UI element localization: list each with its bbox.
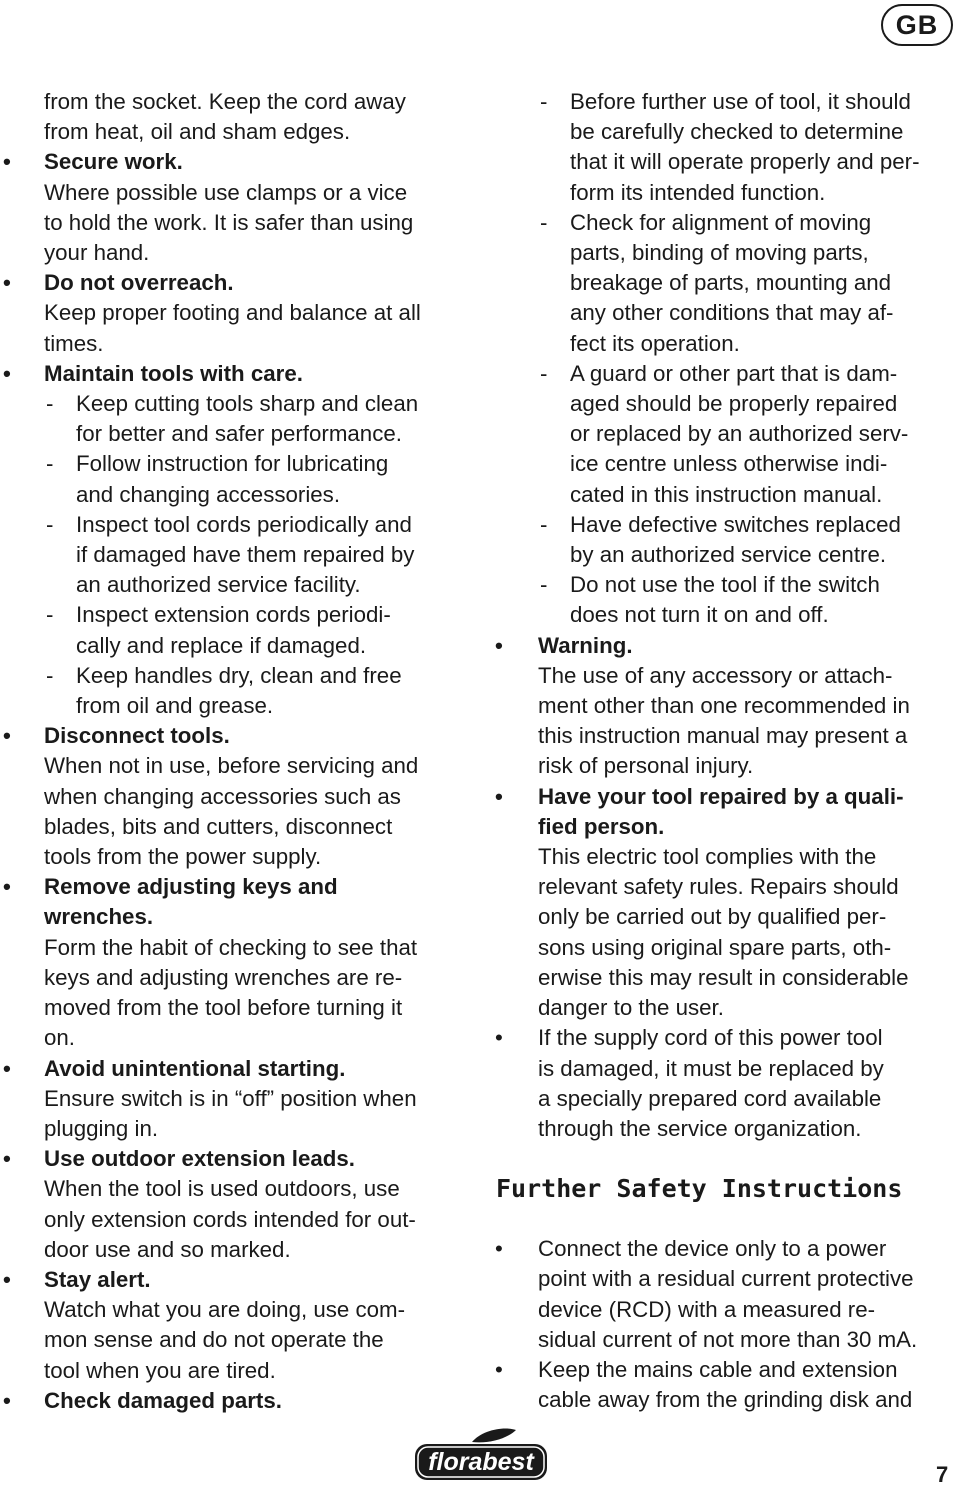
line-text: times.: [44, 330, 104, 356]
line-text: does not turn it on and off.: [570, 602, 829, 628]
line-text: Do not overreach.: [44, 270, 234, 296]
line-text: Remove adjusting keys and: [44, 874, 338, 900]
text-line: [494, 902, 960, 932]
text-line: [0, 1084, 470, 1114]
line-text: Keep the mains cable and extension: [538, 1356, 898, 1382]
text-line: [494, 1385, 960, 1415]
bullet-marker: •: [495, 1236, 503, 1262]
line-text: When the tool is used outdoors, use: [44, 1176, 400, 1202]
line-text: aged should be properly repaired: [570, 391, 898, 417]
dash-marker: -: [540, 360, 548, 386]
line-text: only extension cords intended for out-: [44, 1206, 416, 1232]
line-text: Maintain tools with care.: [44, 360, 303, 386]
text-line: [0, 812, 470, 842]
line-text: any other conditions that may af-: [570, 300, 894, 326]
line-text: is damaged, it must be replaced by: [538, 1055, 884, 1081]
line-text: Do not use the tool if the switch: [570, 572, 880, 598]
text-line: [0, 631, 470, 661]
line-text: or replaced by an authorized serv-: [570, 421, 909, 447]
line-text: Stay alert.: [44, 1266, 151, 1292]
text-line: [0, 268, 470, 298]
text-line: [494, 510, 960, 540]
section-gap: [494, 1204, 960, 1234]
text-line: [494, 359, 960, 389]
text-line: [494, 1295, 960, 1325]
text-line: [494, 661, 960, 691]
text-line: [0, 1114, 470, 1144]
line-text: Ensure switch is in “off” position when: [44, 1085, 417, 1111]
line-text: breakage of parts, mounting and: [570, 270, 892, 296]
text-line: [0, 1325, 470, 1355]
line-text: Form the habit of checking to see that: [44, 934, 418, 960]
left-column: [0, 87, 470, 1416]
dash-marker: -: [46, 511, 54, 537]
line-text: Check damaged parts.: [44, 1387, 282, 1413]
line-text: from oil and grease.: [76, 693, 274, 719]
text-line: [0, 1235, 470, 1265]
text-line: [494, 87, 960, 117]
text-line: [0, 1054, 470, 1084]
text-line: [494, 1054, 960, 1084]
text-line: [0, 1144, 470, 1174]
text-line: [0, 147, 470, 177]
text-line: [0, 600, 470, 630]
dash-marker: -: [46, 662, 54, 688]
text-line: [0, 87, 470, 117]
line-text: Follow instruction for lubricating: [76, 451, 389, 477]
dash-marker: -: [540, 572, 548, 598]
text-line: [494, 329, 960, 359]
logo-text: florabest: [428, 1448, 534, 1476]
text-line: [0, 178, 470, 208]
text-line: [494, 600, 960, 630]
line-text: cated in this instruction manual.: [570, 481, 883, 507]
page-number: 7: [936, 1462, 949, 1487]
line-text: for better and safer performance.: [76, 421, 402, 447]
line-text: to hold the work. It is safer than using: [44, 209, 414, 235]
bullet-marker: •: [3, 1266, 11, 1292]
line-text: from heat, oil and sham edges.: [44, 119, 351, 145]
line-text: Disconnect tools.: [44, 723, 230, 749]
text-line: [0, 691, 470, 721]
line-text: if damaged have them repaired by: [76, 542, 415, 568]
text-line: [0, 1205, 470, 1235]
line-text: moved from the tool before turning it: [44, 995, 403, 1021]
line-text: Have defective switches replaced: [570, 511, 901, 537]
text-line: [0, 570, 470, 600]
line-text: Keep proper footing and balance at all: [44, 300, 421, 326]
line-text: Use outdoor extension leads.: [44, 1146, 355, 1172]
bullet-marker: •: [495, 1356, 503, 1382]
text-line: [494, 782, 960, 812]
line-text: Keep handles dry, clean and free: [76, 662, 402, 688]
line-text: tool when you are tired.: [44, 1357, 276, 1383]
line-text: and changing accessories.: [76, 481, 341, 507]
line-text: ice centre unless otherwise indi-: [570, 451, 888, 477]
dash-marker: -: [46, 391, 54, 417]
line-text: Where possible use clamps or a vice: [44, 179, 408, 205]
line-text: danger to the user.: [538, 995, 724, 1021]
text-line: [494, 691, 960, 721]
leaf-icon: [472, 1429, 516, 1443]
line-text: Watch what you are doing, use com-: [44, 1297, 406, 1323]
text-line: [0, 661, 470, 691]
line-text: fect its operation.: [570, 330, 740, 356]
line-text: Secure work.: [44, 149, 183, 175]
bullet-marker: •: [3, 1055, 11, 1081]
line-text: This electric tool complies with the: [538, 844, 877, 870]
text-line: [494, 1114, 960, 1144]
text-line: [0, 208, 470, 238]
line-text: plugging in.: [44, 1115, 159, 1141]
line-text: If the supply cord of this power tool: [538, 1025, 883, 1051]
line-text: Have your tool repaired by a quali-: [538, 783, 904, 809]
line-text: that it will operate properly and per-: [570, 149, 920, 175]
line-text: erwise this may result in considerable: [538, 964, 909, 990]
bullet-marker: •: [495, 783, 503, 809]
line-text: this instruction manual may present a: [538, 723, 908, 749]
text-line: [0, 842, 470, 872]
text-line: [0, 298, 470, 328]
bullet-marker: •: [3, 874, 11, 900]
line-text: When not in use, before servicing and: [44, 753, 419, 779]
line-text: fied person.: [538, 813, 665, 839]
bullet-marker: •: [3, 723, 11, 749]
dash-marker: -: [540, 511, 548, 537]
text-line: [0, 419, 470, 449]
line-text: parts, binding of moving parts,: [570, 240, 869, 266]
text-line: [494, 963, 960, 993]
text-line: [0, 993, 470, 1023]
bullet-marker: •: [3, 360, 11, 386]
text-line: [494, 993, 960, 1023]
line-text: Inspect extension cords periodi-: [76, 602, 391, 628]
line-text: sons using original spare parts, oth-: [538, 934, 892, 960]
text-line: [494, 449, 960, 479]
text-line: [0, 449, 470, 479]
line-text: blades, bits and cutters, disconnect: [44, 813, 393, 839]
text-line: [0, 359, 470, 389]
text-line: [0, 1295, 470, 1325]
text-line: [0, 872, 470, 902]
text-line: [0, 782, 470, 812]
line-text: Connect the device only to a power: [538, 1236, 887, 1262]
text-line: [0, 1356, 470, 1386]
dash-marker: -: [46, 451, 54, 477]
line-text: sidual current of not more than 30 mA.: [538, 1326, 918, 1352]
line-text: wrenches.: [44, 904, 154, 930]
line-text: cally and replace if damaged.: [76, 632, 367, 658]
line-text: keys and adjusting wrenches are re-: [44, 964, 403, 990]
text-line: [494, 721, 960, 751]
line-text: from the socket. Keep the cord away: [44, 89, 406, 114]
text-line: [494, 1264, 960, 1294]
text-line: [0, 540, 470, 570]
text-line: [0, 1265, 470, 1295]
text-line: [494, 1023, 960, 1053]
text-line: [0, 389, 470, 419]
line-text: Avoid unintentional starting.: [44, 1055, 346, 1081]
section-gap: [494, 1144, 960, 1174]
text-line: [494, 480, 960, 510]
line-text: only be carried out by qualified per-: [538, 904, 887, 930]
text-line: [494, 389, 960, 419]
line-text: when changing accessories such as: [44, 783, 401, 809]
bullet-marker: •: [3, 1387, 11, 1413]
text-line: [494, 570, 960, 600]
florabest-logo: [412, 1428, 550, 1484]
bullet-marker: •: [495, 632, 503, 658]
text-line: [494, 751, 960, 781]
line-text: Inspect tool cords periodically and: [76, 511, 412, 537]
text-line: [494, 419, 960, 449]
text-line: [0, 510, 470, 540]
text-line: [0, 751, 470, 781]
dash-marker: -: [540, 209, 548, 235]
text-line: [494, 1084, 960, 1114]
line-text: a specially prepared cord available: [538, 1085, 882, 1111]
text-line: [494, 298, 960, 328]
line-text: door use and so marked.: [44, 1236, 291, 1262]
line-text: tools from the power supply.: [44, 844, 322, 870]
text-line: [0, 1386, 470, 1416]
text-line: [494, 842, 960, 872]
line-text: device (RCD) with a measured re-: [538, 1296, 876, 1322]
line-text: The use of any accessory or attach-: [538, 662, 893, 688]
text-line: [494, 812, 960, 842]
line-text: form its intended function.: [570, 179, 826, 205]
text-line: [0, 480, 470, 510]
line-text: Warning.: [538, 632, 633, 658]
line-text: be carefully checked to determine: [570, 119, 904, 145]
text-line: [494, 540, 960, 570]
text-line: [494, 147, 960, 177]
text-line: [0, 238, 470, 268]
text-line: [0, 963, 470, 993]
text-line: [494, 238, 960, 268]
text-line: [494, 117, 960, 147]
text-line: [494, 631, 960, 661]
line-text: by an authorized service centre.: [570, 542, 887, 568]
line-text: your hand.: [44, 240, 150, 266]
right-column: [494, 87, 960, 1415]
line-text: through the service organization.: [538, 1115, 862, 1141]
text-line: [0, 933, 470, 963]
text-line: [0, 902, 470, 932]
line-text: Before further use of tool, it should: [570, 89, 911, 114]
line-text: ment other than one recommended in: [538, 693, 910, 719]
text-line: [494, 1325, 960, 1355]
text-line: [494, 268, 960, 298]
text-line: [494, 1234, 960, 1264]
line-text: Keep cutting tools sharp and clean: [76, 391, 419, 417]
language-badge-label: GB: [895, 9, 939, 40]
line-text: on.: [44, 1025, 75, 1051]
section-heading: Further Safety Instructions: [496, 1174, 903, 1204]
text-line: [494, 208, 960, 238]
line-text: A guard or other part that is dam-: [570, 360, 898, 386]
text-line: [494, 872, 960, 902]
line-text: Check for alignment of moving: [570, 209, 872, 235]
text-line: [0, 329, 470, 359]
line-text: an authorized service facility.: [76, 572, 361, 598]
line-text: relevant safety rules. Repairs should: [538, 874, 899, 900]
text-line: [494, 1355, 960, 1385]
line-text: cable away from the grinding disk and: [538, 1387, 913, 1413]
bullet-marker: •: [3, 149, 11, 175]
line-text: point with a residual current protective: [538, 1266, 914, 1292]
bullet-marker: •: [495, 1025, 503, 1051]
text-line: [0, 117, 470, 147]
text-line: [0, 1023, 470, 1053]
text-line: [494, 933, 960, 963]
text-line: [0, 721, 470, 751]
language-badge: [881, 4, 953, 46]
bullet-marker: •: [3, 270, 11, 296]
dash-marker: -: [540, 89, 548, 114]
dash-marker: -: [46, 602, 54, 628]
text-line: [494, 178, 960, 208]
text-line: [0, 1174, 470, 1204]
line-text: mon sense and do not operate the: [44, 1327, 384, 1353]
bullet-marker: •: [3, 1146, 11, 1172]
line-text: risk of personal injury.: [538, 753, 754, 779]
